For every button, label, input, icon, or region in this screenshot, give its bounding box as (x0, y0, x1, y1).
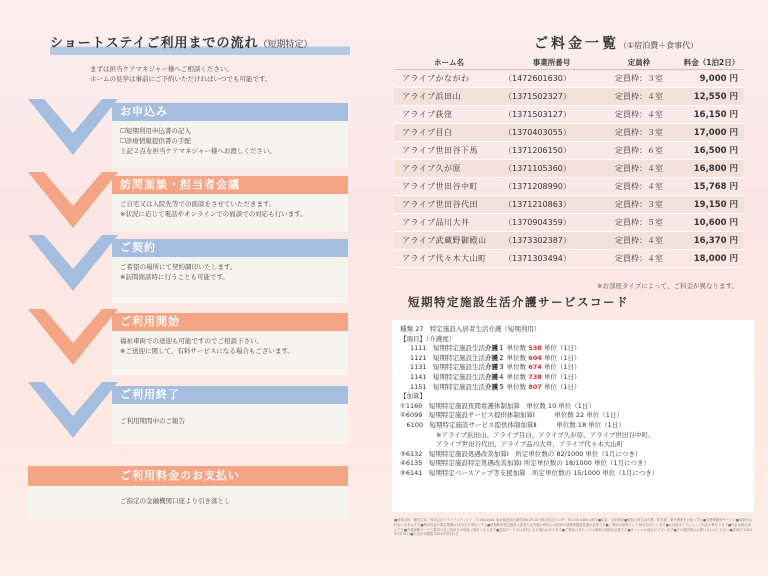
flow-title: ショートステイご利用までの流れ（短期特定） (50, 32, 350, 55)
step-title-application: お申込み (112, 103, 348, 121)
price-panel (384, 0, 768, 576)
care-units: 807 (528, 382, 542, 391)
care-unit-label: 単位数 (504, 353, 529, 362)
care-code: 1151 (410, 382, 427, 391)
price-fee: 12,550 円 (679, 87, 744, 105)
price-home: アライブかながわ (394, 69, 504, 87)
code-type: 種類 27 特定施設入居者生活介護（短期利用） (400, 325, 541, 333)
price-home: アライブ品川大井 (394, 213, 504, 231)
step-body-end: ご利用期間中のご報告 (112, 404, 348, 444)
price-home: アライブ目白 (394, 123, 504, 141)
check-chevron-icon (28, 235, 118, 291)
price-home: アライブ代々木大山町 (394, 249, 504, 267)
price-code: （1371210863） (504, 195, 599, 213)
step-title-interview: 訪問面談・担当者会議 (112, 176, 348, 194)
price-row (394, 231, 744, 249)
add-note: ※アライブ浜田山、アライブ目白、アライブ久が原、アライブ世田谷中町、 (436, 430, 655, 439)
price-fee: 19,150 円 (679, 195, 744, 213)
care-label: 短期特定施設生活 (433, 372, 486, 381)
care-unit-suffix: 単位（1日） (541, 382, 581, 391)
price-fee: 16,150 円 (679, 105, 744, 123)
add-row: ①1160 短期特定施設夜間看護体制加算 単位数 10 単位（1日） (400, 401, 595, 410)
step-body-contract: ご希望の場所にて契約調印いたします。 ※訪問面談時に行うことも可能です。 (112, 257, 348, 303)
add-row: ④6135 短期特定施設特定処遇改善加算Ⅰ 所定単位数の 18/1000 単位（1月につき） (400, 459, 650, 468)
care-units: 738 (528, 372, 542, 381)
code-items-heading: 【項目】（介護度） (400, 334, 456, 343)
code-add-heading: 【加算】 (400, 392, 426, 401)
room-note: ※お部屋タイプによって、ご料金が異なります。 (597, 282, 738, 290)
care-code: 1141 (410, 372, 427, 381)
price-row (394, 141, 744, 159)
price-capacity: 定員枠：６室 (599, 141, 679, 159)
care-code-row (400, 363, 746, 373)
care-unit-label: 単位数 (504, 363, 529, 372)
price-row (394, 249, 744, 267)
care-code: 1131 (410, 363, 427, 372)
price-row (394, 195, 744, 213)
price-home: アライブ世田谷下馬 (394, 141, 504, 159)
price-capacity: 定員枠：３室 (599, 69, 679, 87)
price-row (394, 159, 744, 177)
care-label: 短期特定施設生活 (433, 353, 486, 362)
check-chevron-icon (28, 172, 118, 228)
care-level: 介護４ (485, 372, 505, 381)
price-code: （1370904359） (504, 213, 599, 231)
code-title: 短期特定施設生活介護サービスコード (408, 295, 629, 309)
price-code: （1371503127） (504, 105, 599, 123)
add-row: ③6132 短期特定施設処遇改善加算Ⅰ 所定単位数の 82/1000 単位（1月につき） (400, 449, 642, 458)
care-code: 1111 (410, 344, 427, 353)
price-row (394, 123, 744, 141)
price-fee: 9,000 円 (679, 69, 744, 87)
price-code: （1373302387） (504, 231, 599, 249)
price-home: アライブ荻窪 (394, 105, 504, 123)
price-capacity: 定員枠：４室 (599, 105, 679, 123)
care-unit-label: 単位数 (504, 382, 529, 391)
step-body-start: 福祉車両での送迎も可能ですのでご相談下さい。 ※ご送迎に関して、有料サービスになる場合もございます。 (112, 331, 348, 375)
care-unit-suffix: 単位（1日） (541, 363, 581, 372)
step-title-payment: ご利用料金のお支払い (112, 466, 348, 486)
price-code: （1472601630） (504, 69, 599, 87)
step-title-contract: ご契約 (112, 239, 348, 257)
price-code: （1371105360） (504, 159, 599, 177)
price-capacity: 定員枠：３室 (599, 195, 679, 213)
care-unit-suffix: 単位（1日） (541, 344, 581, 353)
check-chevron-icon (28, 382, 118, 438)
price-fee: 18,000 円 (679, 249, 744, 267)
price-code: （1371208990） (504, 177, 599, 195)
flow-intro: まずは担当ケアマネジャー様へご相談ください。 ホームの見学は事前にご予約いただければいつでも可能です。 (90, 65, 272, 83)
price-code: （1370403055） (504, 123, 599, 141)
add-row: ⑤6141 短期特定ベースアップ等支援加算 所定単位数の 15/1000 単位（1月につき） (400, 468, 659, 477)
care-level: 介護３ (485, 363, 505, 372)
care-level: 介護１ (485, 344, 505, 353)
price-home: アライブ世田谷代田 (394, 195, 504, 213)
price-capacity: 定員枠：４室 (599, 87, 679, 105)
care-units: 604 (528, 353, 542, 362)
step-title-end: ご利用終了 (112, 386, 348, 404)
care-unit-suffix: 単位（1日） (541, 353, 581, 362)
price-fee: 15,768 円 (679, 177, 744, 195)
price-code: （1371206150） (504, 141, 599, 159)
care-unit-label: 単位数 (504, 344, 529, 353)
step-body-payment: ご指定の金融機関口座より引き落とし (28, 486, 348, 520)
care-units: 538 (528, 344, 542, 353)
care-code-row (400, 354, 746, 364)
care-unit-label: 単位数 (504, 372, 529, 381)
price-row (394, 105, 744, 123)
care-label: 短期特定施設生活 (433, 344, 486, 353)
add-row: ②6099 短期特定施設サービス提供体制加算Ⅰ 単位数 22 単位（1日） (400, 411, 623, 420)
price-fee: 10,600 円 (679, 213, 744, 231)
footnote: ■事業名称・運営主体／株式会社アライブメディケア（〒150-0001 東京都渋谷区神宮前6-19-20 第15荒井ビル7F）TEL:03-5485-3871■居室／全室個室■短期入所生活介護／要支援・要介護者を対象とする■介護保険外サービス■食事代は料金に含まれます■利用料金の算定期間は1泊2日を単位とする■短期利用特定施設入居者生活介護の利用には医師の診療情報提供書が必要です■ご利用は原則として30日以内とします■お部屋タイプによって料金が異なります■料金は税込表示です■介護保険サービス費用の自己負担分は別途ご請求となります■送迎サービスは有料となる場合があります■ご利用にあたっては事前の面談が必要です■キャンセル規定がございます■その他詳細はお問い合わせください■作成日 2024年3月31日■広告有効期限 2025年3月31日 (394, 518, 753, 537)
price-capacity: 定員枠：４室 (599, 159, 679, 177)
price-table-header (394, 56, 744, 69)
add-note: アライブ世田谷代田、アライブ品川大井、アライブ代々木大山町 (436, 440, 624, 449)
care-unit-suffix: 単位（1日） (541, 372, 581, 381)
step-title-start: ご利用開始 (112, 313, 348, 331)
price-home: アライブ世田谷中町 (394, 177, 504, 195)
price-fee: 17,000 円 (679, 123, 744, 141)
price-row (394, 69, 744, 87)
price-row (394, 213, 744, 231)
price-capacity: 定員枠：５室 (599, 213, 679, 231)
care-level: 介護２ (485, 353, 505, 362)
care-code: 1121 (410, 353, 427, 362)
header-home: ホーム名 (394, 56, 504, 69)
price-home: アライブ久が原 (394, 159, 504, 177)
price-fee: 16,500 円 (679, 141, 744, 159)
price-row (394, 87, 744, 105)
price-fee: 16,370 円 (679, 231, 744, 249)
care-units: 674 (528, 363, 542, 372)
price-table (394, 56, 744, 268)
check-chevron-icon (28, 99, 118, 155)
care-level: 介護５ (485, 382, 505, 391)
price-capacity: 定員枠：４室 (599, 177, 679, 195)
care-code-row (400, 344, 746, 354)
payment-bar (28, 466, 112, 486)
header-cap: 定員枠 (599, 56, 679, 69)
care-label: 短期特定施設生活 (433, 382, 486, 391)
step-body-application: ☐短期利用申込書の記入 ☐診療情報提供書の手配 上記２点を担当ケアマネジャー様へお渡しください。 (112, 121, 348, 168)
header-fee: 料金（1泊2日） (679, 56, 744, 69)
price-home: アライブ浜田山 (394, 87, 504, 105)
price-title: ご料金一覧（①宿泊費＋食事代） (534, 36, 699, 52)
care-code-list (400, 344, 746, 392)
step-body-interview: ご自宅又は入院先等での面談をさせていただきます。 ※状況に応じて電話やオンラインでの面談での対応も行います。 (112, 194, 348, 232)
header-code: 事業所番号 (504, 56, 599, 69)
price-code: （1371303494） (504, 249, 599, 267)
care-code-row (400, 383, 746, 393)
care-label: 短期特定施設生活 (433, 363, 486, 372)
service-code-box (392, 320, 754, 512)
price-capacity: 定員枠：３室 (599, 123, 679, 141)
price-capacity: 定員枠：４室 (599, 231, 679, 249)
check-chevron-icon (28, 309, 118, 365)
price-home: アライブ武蔵野御殿山 (394, 231, 504, 249)
price-row (394, 177, 744, 195)
care-code-row (400, 373, 746, 383)
price-fee: 16,800 円 (679, 159, 744, 177)
price-table-body (394, 69, 744, 267)
price-code: （1371502327） (504, 87, 599, 105)
price-capacity: 定員枠：４室 (599, 249, 679, 267)
add-row: 6100 短期特定施設サービス提供体制加算Ⅱ 単位数 18 単位（1日） (400, 420, 625, 429)
